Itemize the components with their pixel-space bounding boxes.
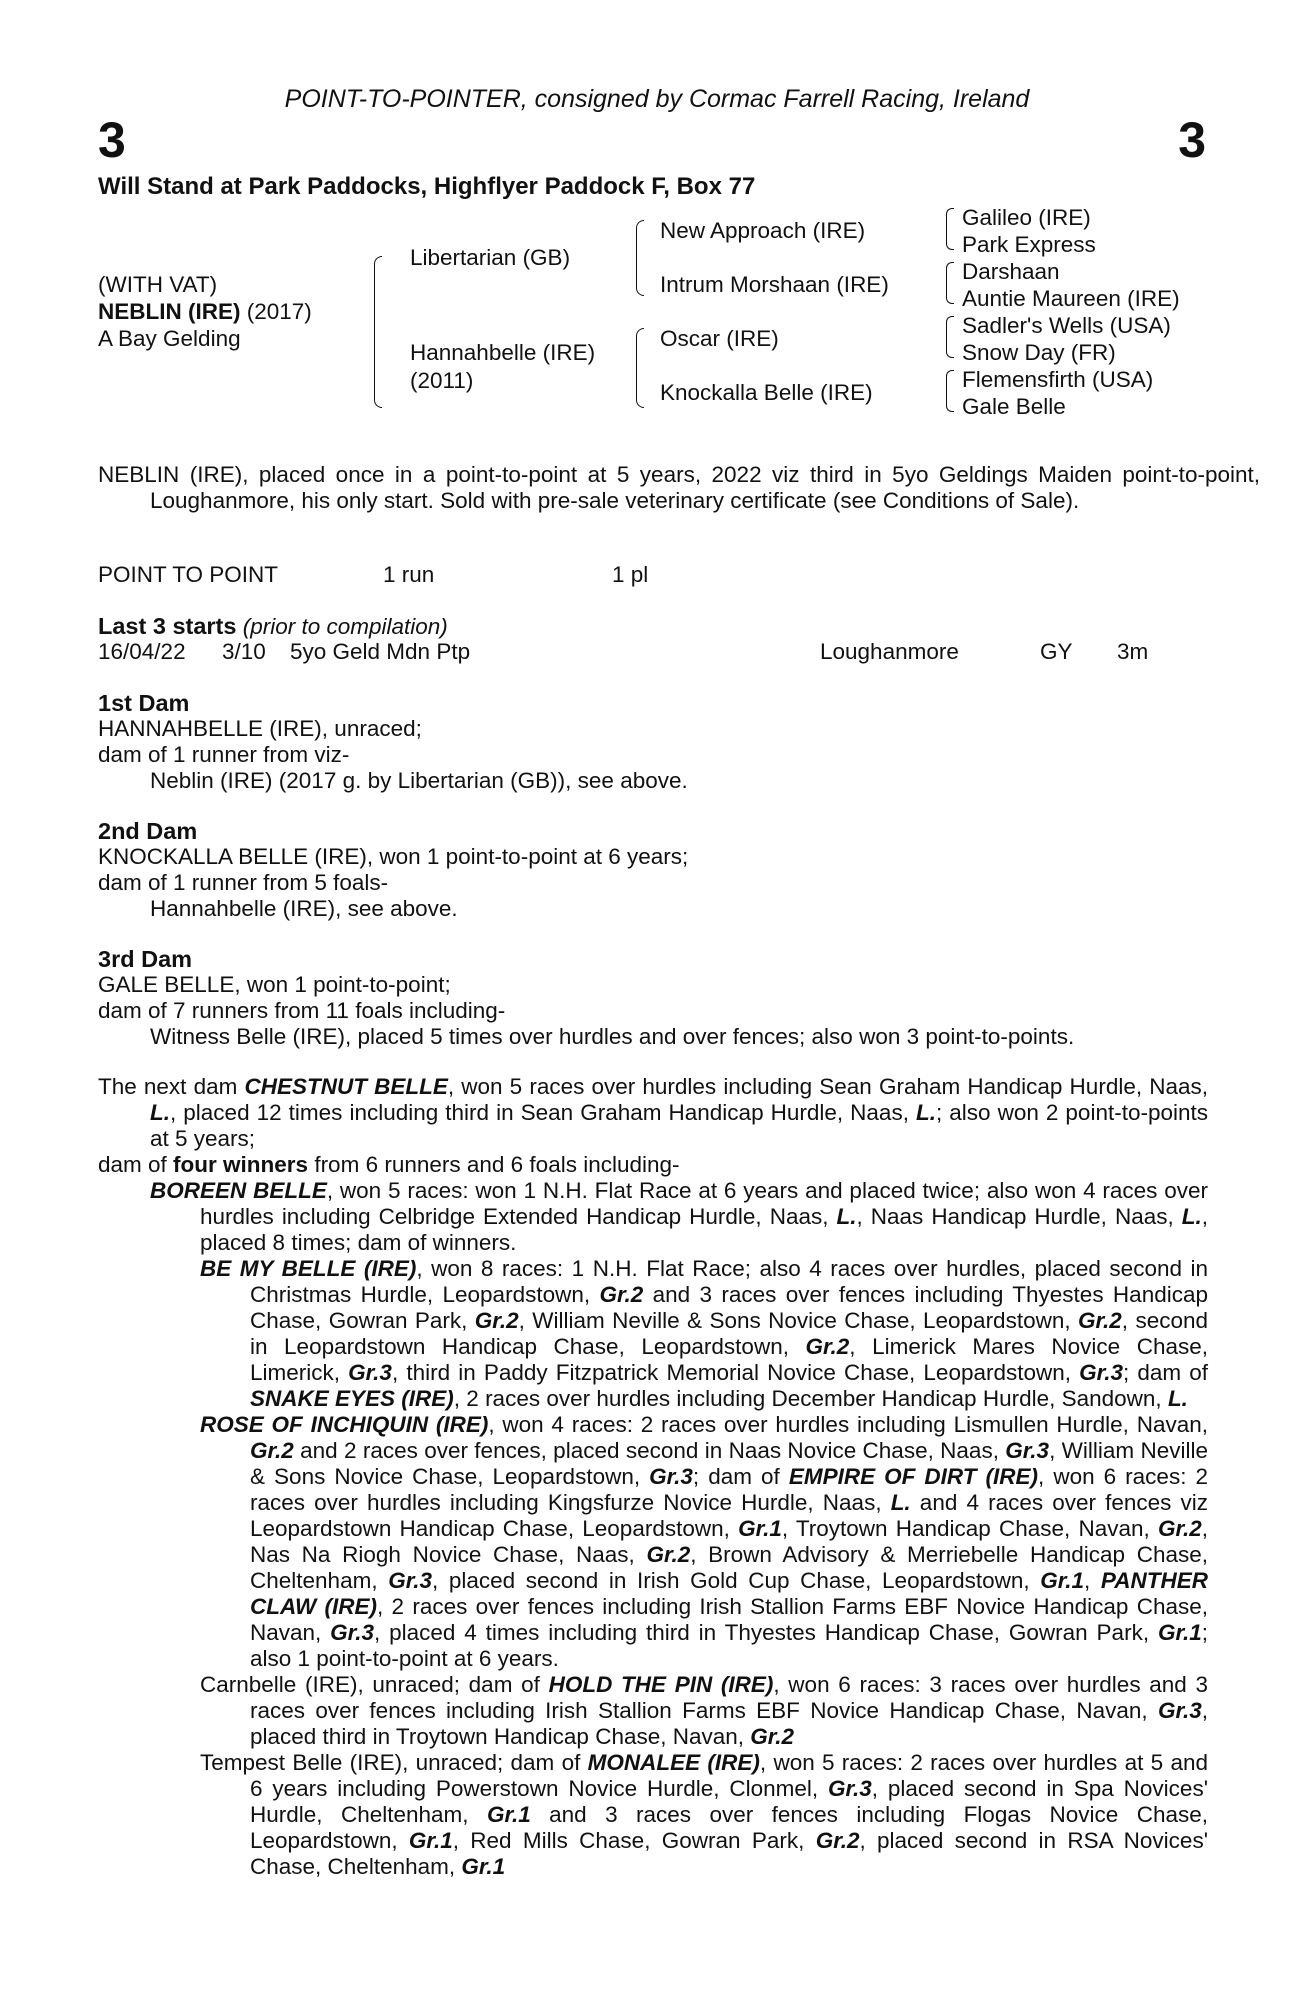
grade: Gr.3 [388,1568,432,1593]
text: , won 5 races: 2 races over hurdles at 5 and 6 years including Powerstown Novice Hurdle, Clonmel, [250,1750,1208,1801]
third-dam-title: 3rd Dam [98,946,193,972]
lot-number-right: 3 [1178,112,1206,168]
text: , placed second in RSA Novices' Chase, Cheltenham, [250,1828,1208,1879]
text: , 2 races over fences including Irish Stallion Farms EBF Novice Handicap Chase, Navan, [250,1594,1208,1645]
text: , 2 races over hurdles including December Handicap Hurdle, Sandown, [453,1386,1168,1411]
next-dam-offspring [98,1152,1208,1178]
grade: Gr.1 [408,1828,453,1853]
first-dam-line-2: dam of 1 runner from viz- [98,742,350,767]
great-grandparent-6: Snow Day (FR) [962,340,1116,365]
horse-name: NEBLIN (IRE) [98,299,241,324]
third-dam-line-3: Witness Belle (IRE), placed 5 times over hurdles and over fences; also won 3 point-to-points. [150,1024,1075,1049]
page-header: POINT-TO-POINTER, consigned by Cormac Farrell Racing, Ireland [284,85,1030,113]
grade: L. [890,1490,911,1515]
four-winners: four winners [173,1152,309,1177]
start-position: 3/10 [222,639,266,664]
panther-claw: PANTHER CLAW (IRE) [250,1568,1208,1619]
text: , won 6 races: 2 races over hurdles including Kingsfurze Novice Hurdle, Naas, [250,1464,1208,1515]
grade: Gr.2 [805,1334,850,1359]
sire-line-brace [636,220,644,296]
dam-year: (2011) [410,368,474,393]
grade: Gr.2 [1078,1308,1122,1333]
dam-line-brace [636,328,644,408]
rose-of-inchiquin-entry: ROSE OF INCHIQUIN (IRE), won 4 races: 2 races over hurdles including Lismullen Hurdle, Navan, Gr.2 and 2 races over fences, placed second in Naas Novice Chase, Naas, Gr.3, William Neville & Sons Novice Chase, Leopardstown, Gr.3; dam of EMPIRE OF DIRT (IRE), won 6 races: 2 races over hurdles including Kingsfurze Novice Hurdle, Naas, L. and 4 races over fences viz Leopardstown Handicap Chase, Leopardstown, Gr.1, Troytown Handicap Chase, Navan, Gr.2, Nas Na Riogh Novice Chase, Naas, Gr.2, Brown Advisory & Merriebelle Handicap Chase, Cheltenham, Gr.3, placed second in Irish Gold Cup Chase, Leopardstown, Gr.1, PANTHER CLAW (IRE), 2 races over fences including Irish Stallion Farms EBF Novice Handicap Chase, Navan, Gr.3, placed 4 times including third in Thyestes Handicap Chase, Gowran Park, Gr.1; also 1 point-to-point at 6 years. [200,1412,1208,1671]
grade: Gr.2 [646,1542,691,1567]
great-grandparent-8: Gale Belle [962,394,1066,419]
text: Carnbelle (IRE), unraced; dam of [200,1672,549,1697]
start-race: 5yo Geld Mdn Ptp [290,639,471,664]
horse-summary: NEBLIN (IRE), placed once in a point-to-point at 5 years, 2022 viz third in 5yo Geldings Maiden point-to-point, Loughanmore, his only start. Sold with pre-sale veterinary certificate (see Conditions of Sale). [98,462,1260,513]
carnbelle-entry [98,1672,1208,1750]
grade: Gr.2 [250,1438,294,1463]
sire-dam-brace [374,256,382,408]
text: , Naas Handicap Hurdle, Naas, [856,1204,1182,1229]
lot-number-left: 3 [98,112,126,168]
grade: Gr.2 [599,1282,644,1307]
grade: Gr.3 [1157,1698,1202,1723]
horse-year: (2017) [246,299,312,324]
grade: Gr.2 [815,1828,860,1853]
text: , William Neville & Sons Novice Chase, Leopardstown, [518,1308,1079,1333]
record-placed: 1 pl [612,562,649,587]
start-date: 16/04/22 [98,639,186,664]
text: from 6 runners and 6 foals including- [308,1152,680,1177]
grade: Gr.2 [474,1308,519,1333]
grade: L. [150,1100,170,1125]
grade: L. [1181,1204,1202,1229]
great-grandparent-7: Flemensfirth (USA) [962,367,1154,392]
text: , placed 4 times including third in Thyestes Handicap Chase, Gowran Park, [373,1620,1158,1645]
grade: Gr.1 [486,1802,531,1827]
grade: Gr.1 [461,1854,506,1879]
text: dam of [98,1152,174,1177]
monalee: MONALEE (IRE) [587,1750,760,1775]
grade: Gr.3 [348,1360,392,1385]
grade: Gr.2 [750,1724,795,1749]
text: , placed third in Troytown Handicap Chase, Navan, [250,1698,1208,1749]
text: , William Neville & Sons Novice Chase, Leopardstown, [250,1438,1208,1489]
record-label: POINT TO POINT [98,562,279,587]
grade: Gr.3 [1005,1438,1050,1463]
text: The next dam [98,1074,245,1099]
boreen-belle: BOREEN BELLE [150,1178,327,1203]
great-grandparent-3: Darshaan [962,259,1060,284]
first-dam-line-1: HANNAHBELLE (IRE), unraced; [98,716,422,741]
text: , won 8 races: 1 N.H. Flat Race; also 4 races over hurdles, placed second in Christmas Hurdle, Leopardstown, [250,1256,1208,1307]
granddam-1: Intrum Morshaan (IRE) [660,272,889,297]
grade: Gr.3 [1079,1360,1123,1385]
first-dam-line-3: Neblin (IRE) (2017 g. by Libertarian (GB)), see above. [150,768,688,793]
second-dam-section [98,818,1208,922]
text: , placed 8 times; dam of winners. [200,1204,1209,1255]
text: , placed second in Spa Novices' Hurdle, Cheltenham, [250,1776,1208,1827]
grade: L. [915,1100,936,1125]
text: ; also won 2 point-to-points at 5 years; [150,1100,1208,1151]
last-starts-note: (prior to compilation) [242,614,448,639]
rose-of-inchiquin: ROSE OF INCHIQUIN (IRE) [200,1412,489,1437]
great-grandparent-4: Auntie Maureen (IRE) [962,286,1180,311]
text: Tempest Belle (IRE), unraced; dam of [200,1750,588,1775]
text: and 2 races over fences, placed second in Naas Novice Chase, Naas, [293,1438,1006,1463]
ggp-brace-1 [946,208,954,250]
start-distance: 3m [1117,639,1149,664]
grade: Gr.3 [827,1776,872,1801]
grandsire-1: New Approach (IRE) [660,218,866,243]
text: , Limerick Mares Novice Chase, Limerick, [250,1334,1209,1385]
third-dam-line-1: GALE BELLE, won 1 point-to-point; [98,972,451,997]
boreen-belle-entry [98,1178,1208,1256]
text: and 4 races over fences viz Leopardstown Handicap Chase, Leopardstown, [250,1490,1208,1541]
grade: Gr.3 [649,1464,693,1489]
stand-location: Will Stand at Park Paddocks, Highflyer Paddock F, Box 77 [98,173,756,200]
text: ; dam of [692,1464,789,1489]
text: , Red Mills Chase, Gowran Park, [452,1828,816,1853]
grade: Gr.1 [1157,1620,1202,1645]
text: , placed 12 times including third in Sean Graham Handicap Hurdle, Naas, [170,1100,916,1125]
empire-of-dirt: EMPIRE OF DIRT (IRE) [788,1464,1039,1489]
grade: L. [1167,1386,1188,1411]
ggp-brace-2 [946,262,954,304]
grade: Gr.1 [1040,1568,1085,1593]
chestnut-belle: CHESTNUT BELLE [244,1074,448,1099]
ggp-brace-3 [946,316,954,358]
second-dam-line-2: dam of 1 runner from 5 foals- [98,870,389,895]
text: , won 6 races: 3 races over hurdles and 3 races over fences including Irish Stallion Farms EBF Novice Handicap Chase, Navan, [250,1672,1208,1723]
ggp-brace-4 [946,370,954,412]
grade: Gr.3 [330,1620,374,1645]
third-dam-section [98,946,1208,1050]
last-starts-heading [98,613,448,640]
record-runs: 1 run [383,562,435,587]
sire: Libertarian (GB) [410,245,571,270]
second-dam-line-1: KNOCKALLA BELLE (IRE), won 1 point-to-point at 6 years; [98,844,689,869]
hold-the-pin: HOLD THE PIN (IRE) [548,1672,774,1697]
text: and 3 races over fences including Flogas Novice Chase, Leopardstown, [250,1802,1208,1853]
granddam-2: Knockalla Belle (IRE) [660,380,873,405]
text: ; also 1 point-to-point at 6 years. [250,1620,1208,1671]
grandsire-2: Oscar (IRE) [660,326,779,351]
great-grandparent-1: Galileo (IRE) [962,205,1091,230]
next-dam-paragraph [98,1074,1208,1152]
second-dam-title: 2nd Dam [98,818,198,844]
be-my-belle: BE MY BELLE (IRE) [200,1256,417,1281]
text: , Brown Advisory & Merriebelle Handicap Chase, Cheltenham, [250,1542,1208,1593]
first-dam-section [98,690,1208,794]
grade: L. [836,1204,857,1229]
snake-eyes: SNAKE EYES (IRE) [250,1386,454,1411]
text: , Troytown Handicap Chase, Navan, [781,1516,1158,1541]
text: , Nas Na Riogh Novice Chase, Naas, [250,1516,1208,1567]
dam: Hannahbelle (IRE) [410,340,596,365]
be-my-belle-entry [98,1256,1208,1412]
third-dam-line-2: dam of 7 runners from 11 foals including- [98,998,506,1023]
great-grandparent-2: Park Express [962,232,1096,257]
grade: Gr.1 [738,1516,782,1541]
start-going: GY [1040,639,1073,664]
text: , won 4 races: 2 races over hurdles including Lismullen Hurdle, Navan, [488,1412,1208,1437]
next-dam-section [98,1074,1208,1880]
text: , won 5 races: won 1 N.H. Flat Race at 6 years and placed twice; also won 4 races over hurdles including Celbridge Extended Handicap Hurdle, Naas, [200,1178,1209,1229]
text: , second in Leopardstown Handicap Chase, Leopardstown, [250,1308,1209,1359]
text: and 3 races over fences including Thyestes Handicap Chase, Gowran Park, [250,1282,1208,1333]
text: , placed second in Irish Gold Cup Chase, Leopardstown, [431,1568,1041,1593]
vat-note: (WITH VAT) [98,272,218,297]
horse-title [98,299,312,325]
grade: Gr.2 [1157,1516,1202,1541]
text: , won 5 races over hurdles including Sean Graham Handicap Hurdle, Naas, [447,1074,1209,1099]
start-course: Loughanmore [820,639,959,664]
second-dam-line-3: Hannahbelle (IRE), see above. [150,896,458,921]
text: ; dam of [1122,1360,1209,1385]
text: , third in Paddy Fitzpatrick Memorial Novice Chase, Leopardstown, [391,1360,1080,1385]
tempest-belle-entry [98,1750,1208,1880]
horse-description: A Bay Gelding [98,326,241,351]
first-dam-title: 1st Dam [98,690,190,716]
great-grandparent-5: Sadler's Wells (USA) [962,313,1171,338]
last-starts-title: Last 3 starts [98,613,237,639]
